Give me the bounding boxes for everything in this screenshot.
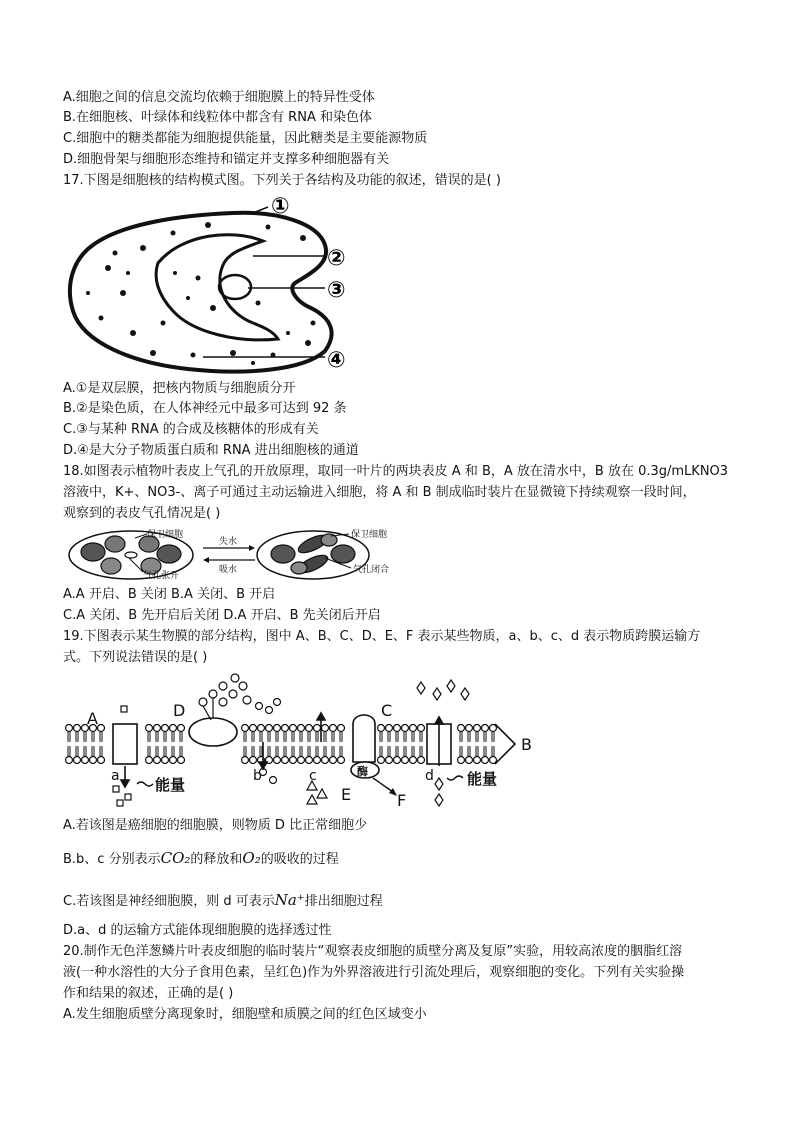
- label-2: ②: [327, 246, 346, 271]
- protein-a-channel: [113, 724, 137, 764]
- q17-option-a: A.①是双层膜，把核内物质与细胞质分开: [63, 381, 296, 396]
- q16-option-b: B.在细胞核、叶绿体和线粒体中都含有 RNA 和染色体: [63, 110, 372, 125]
- guard-cell-label-left: 保卫细胞: [147, 530, 184, 540]
- stoma-closed-label: 气孔闭合: [353, 565, 390, 575]
- q17-option-b: B.②是染色质，在人体神经元中最多可达到 92 条: [63, 401, 347, 416]
- nucleolus: [219, 275, 251, 299]
- q17-option-c: C.③与某种 RNA 的合成及核糖体的形成有关: [63, 422, 319, 437]
- q16-option-d: D.细胞骨架与细胞形态维持和锚定并支撑多种细胞器有关: [63, 152, 390, 167]
- na-formula: Na⁺: [274, 891, 305, 909]
- label-c: c: [309, 768, 317, 784]
- q19-stem-line1: 19.下图表示某生物膜的部分结构，图中 A、B、C、D、E、F 表示某些物质，a、b、c、d 表示物质跨膜运输方: [63, 629, 701, 644]
- q19-option-c-pre: C.若该图是神经细胞膜，则 d 可表示: [63, 894, 275, 909]
- label-C: C: [381, 701, 393, 720]
- label-F: F: [397, 791, 407, 808]
- q19-option-b: [63, 848, 339, 870]
- epidermal-cells-right: [271, 532, 355, 576]
- lose-water-label: 失水: [219, 537, 238, 547]
- q16-option-c: C.细胞中的糖类都能为细胞提供能量，因此糖类是主要能源物质: [63, 131, 428, 146]
- label-a: a: [111, 768, 120, 784]
- carrier-protein: [353, 715, 375, 762]
- co2-formula: CO₂: [160, 849, 191, 867]
- q19-option-b-mid: 的释放和: [190, 852, 243, 867]
- absorb-water-label: 吸水: [219, 565, 238, 575]
- label-b: b: [253, 768, 262, 784]
- o2-formula: O₂: [242, 849, 261, 867]
- q19-option-a: A.若该图是癌细胞的细胞膜，则物质 D 比正常细胞少: [63, 818, 368, 833]
- label-E: E: [341, 785, 352, 804]
- stomata-diagram: [63, 528, 413, 582]
- energy-label-right: 能量: [467, 770, 498, 788]
- label-B: B: [521, 735, 532, 754]
- q19-option-d: D.a、d 的运输方式能体现细胞膜的选择透过性: [63, 923, 332, 938]
- q18-stem-line2: 溶液中，K+、NO3-、离子可通过主动运输进入细胞，将 A 和 B 制成临时装片在显微镜下持续观察一段时间，: [63, 485, 696, 500]
- glycoprotein-d: [189, 718, 237, 746]
- q19-option-b-post: 的吸收的过程: [260, 852, 339, 867]
- epidermal-cells-left: [81, 536, 181, 574]
- label-A: A: [87, 709, 98, 728]
- guard-cell-label-right: 保卫细胞: [351, 530, 388, 540]
- q19-option-b-pre: B.b、c 分别表示: [63, 852, 161, 867]
- q18-stem-line3: 观察到的表皮气孔情况是( ): [63, 506, 221, 521]
- q20-stem-line2: 液(一种水溶性的大分子食用色素，呈红色)作为外界溶液进行引流处理后，观察细胞的变化。下列有关实验操: [63, 965, 685, 980]
- q19-option-c: [63, 890, 383, 912]
- q18-options-line2: C.A 关闭、B 先开启后关闭 D.A 开启、B 先关闭后开启: [63, 608, 381, 623]
- label-1: ①: [271, 194, 290, 219]
- q18-options-line1: A.A 开启、B 关闭 B.A 关闭、B 开启: [63, 587, 276, 602]
- q19-option-c-post: 排出细胞过程: [304, 894, 383, 909]
- enzyme-label: 酶: [357, 765, 368, 778]
- label-D: D: [173, 701, 186, 720]
- label-4: ④: [327, 348, 346, 373]
- q19-stem-line2: 式。下列说法错误的是( ): [63, 650, 208, 665]
- q20-stem-line1: 20.制作无色洋葱鳞片叶表皮细胞的临时装片“观察表皮细胞的质壁分离及复原”实验，用较高浓度的胭脂红溶: [63, 944, 683, 959]
- nucleus-diagram: [63, 193, 393, 375]
- q17-option-d: D.④是大分子物质蛋白质和 RNA 进出细胞核的通道: [63, 443, 359, 458]
- label-3: ③: [327, 278, 346, 303]
- q20-option-a: A.发生细胞质壁分离现象时，细胞壁和质膜之间的红色区域变小: [63, 1007, 427, 1022]
- energy-label-left: 能量: [155, 776, 186, 794]
- q17-stem: 17.下图是细胞核的结构模式图。下列关于各结构及功能的叙述，错误的是( ): [63, 173, 501, 188]
- q20-stem-line3: 作和结果的叙述，正确的是( ): [63, 986, 234, 1001]
- q18-stem-line1: 18.如图表示植物叶表皮上气孔的开放原理，取同一叶片的两块表皮 A 和 B，A 放在清水中，B 放在 0.3g/mLKNO3: [63, 464, 729, 479]
- stoma-open-label: 气孔张开: [143, 571, 180, 581]
- q16-option-a: A.细胞之间的信息交流均依赖于细胞膜上的特异性受体: [63, 90, 375, 105]
- diagram-labels: [271, 194, 346, 373]
- membrane-diagram: [63, 672, 553, 808]
- sugar-chain: [199, 674, 251, 720]
- chromatin-dots: [86, 222, 316, 365]
- label-d: d: [425, 768, 434, 784]
